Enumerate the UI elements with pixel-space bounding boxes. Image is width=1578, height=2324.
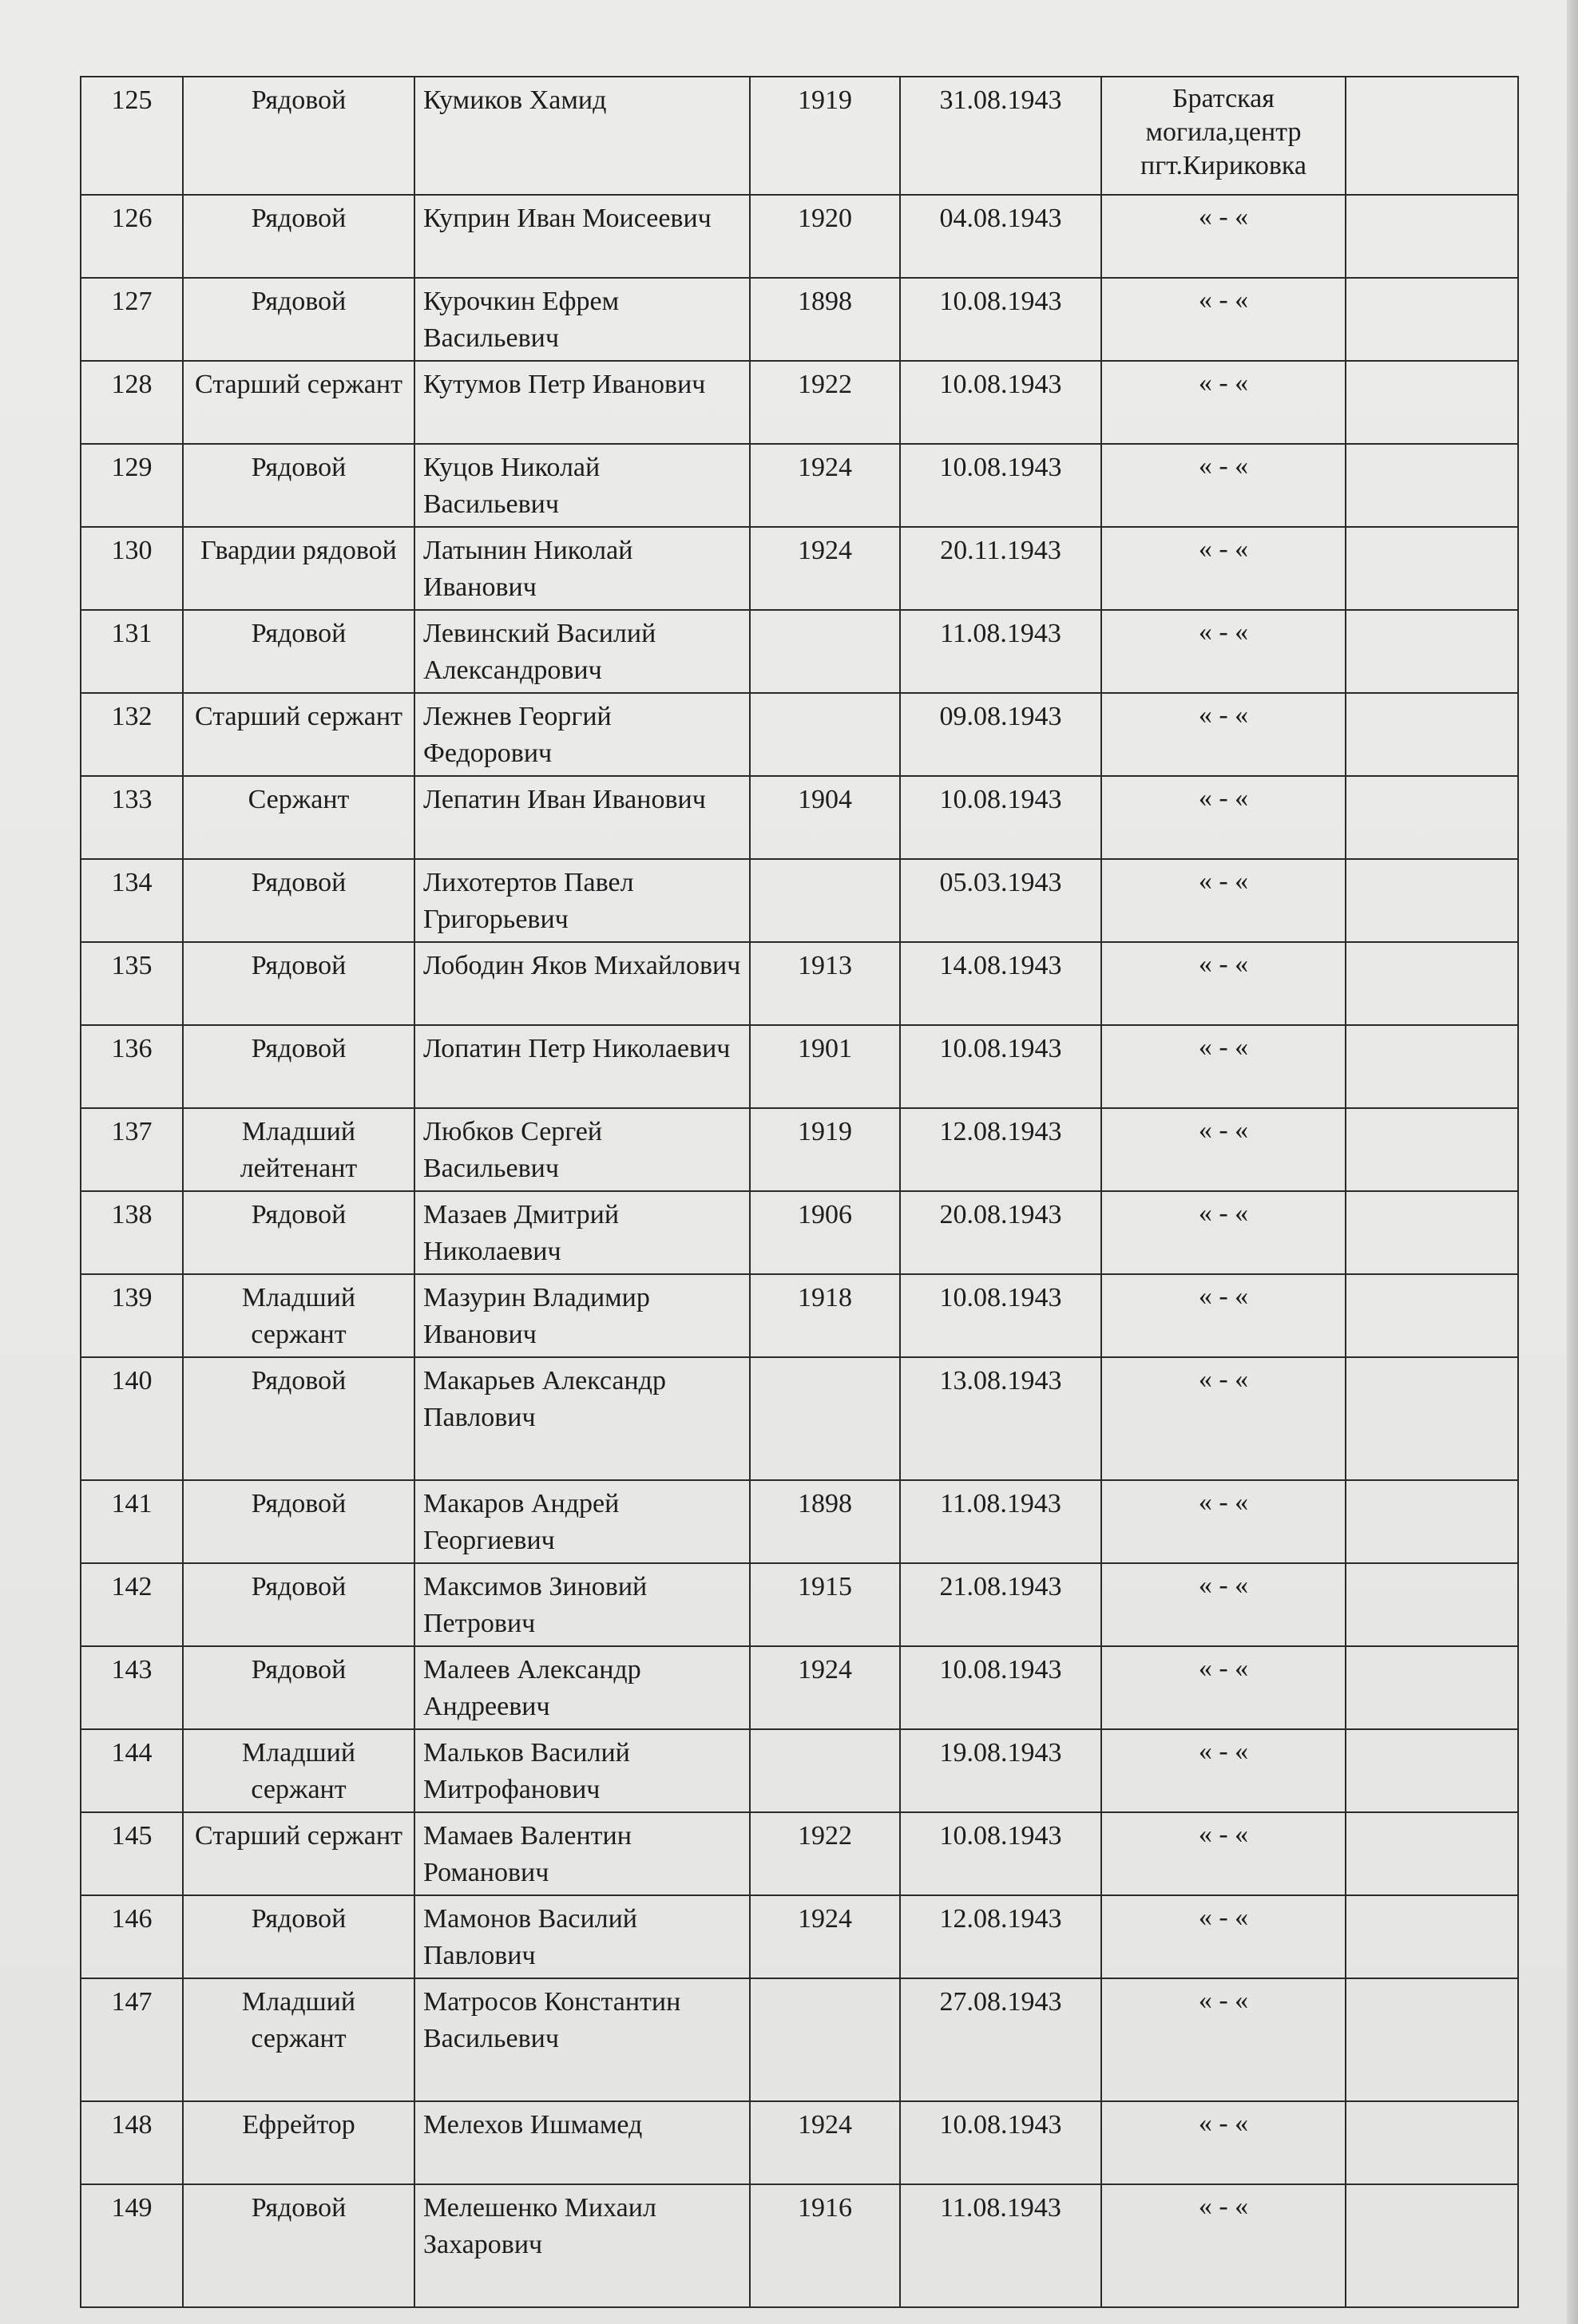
record-name: Макаров Андрей Георгиевич [414, 1480, 750, 1563]
record-notes-empty [1346, 1646, 1518, 1729]
table-body [81, 77, 1518, 2307]
record-burial-place: « - « [1101, 1646, 1346, 1729]
record-rank: Ефрейтор [183, 2101, 414, 2184]
record-number: 132 [81, 693, 183, 776]
record-death-date: 09.08.1943 [900, 693, 1101, 776]
record-death-date: 10.08.1943 [900, 1025, 1101, 1108]
record-birth-year: 1904 [750, 776, 900, 859]
record-birth-year [750, 610, 900, 693]
record-number: 133 [81, 776, 183, 859]
record-number: 129 [81, 444, 183, 527]
record-death-date: 10.08.1943 [900, 444, 1101, 527]
record-burial-place: « - « [1101, 1978, 1346, 2101]
record-number: 149 [81, 2184, 183, 2307]
record-death-date: 04.08.1943 [900, 195, 1101, 278]
record-rank: Младший лейтенант [183, 1108, 414, 1191]
record-birth-year: 1915 [750, 1563, 900, 1646]
table-row [81, 1357, 1518, 1480]
record-name: Мамаев Валентин Романович [414, 1812, 750, 1895]
record-number: 135 [81, 942, 183, 1025]
record-notes-empty [1346, 1357, 1518, 1480]
record-burial-place: « - « [1101, 1274, 1346, 1357]
table-row [81, 195, 1518, 278]
record-birth-year: 1920 [750, 195, 900, 278]
record-rank: Рядовой [183, 444, 414, 527]
record-notes-empty [1346, 1025, 1518, 1108]
record-notes-empty [1346, 195, 1518, 278]
record-burial-place: « - « [1101, 859, 1346, 942]
record-death-date: 05.03.1943 [900, 859, 1101, 942]
record-notes-empty [1346, 2184, 1518, 2307]
record-death-date: 27.08.1943 [900, 1978, 1101, 2101]
record-birth-year: 1922 [750, 1812, 900, 1895]
table-row [81, 2184, 1518, 2307]
table-row [81, 1480, 1518, 1563]
table-row [81, 1895, 1518, 1978]
record-number: 142 [81, 1563, 183, 1646]
record-rank: Рядовой [183, 859, 414, 942]
record-birth-year: 1906 [750, 1191, 900, 1274]
table-row [81, 361, 1518, 444]
record-burial-place: « - « [1101, 1812, 1346, 1895]
record-birth-year: 1898 [750, 1480, 900, 1563]
table-row [81, 1025, 1518, 1108]
record-notes-empty [1346, 859, 1518, 942]
burial-records-table [80, 76, 1519, 2308]
record-name: Макарьев Александр Павлович [414, 1357, 750, 1480]
record-burial-place: « - « [1101, 195, 1346, 278]
record-rank: Младший сержант [183, 1274, 414, 1357]
record-name: Мазаев Дмитрий Николаевич [414, 1191, 750, 1274]
record-number: 128 [81, 361, 183, 444]
record-birth-year: 1901 [750, 1025, 900, 1108]
record-burial-place: « - « [1101, 1108, 1346, 1191]
record-birth-year: 1924 [750, 2101, 900, 2184]
record-notes-empty [1346, 361, 1518, 444]
table-row [81, 77, 1518, 195]
table-row [81, 859, 1518, 942]
record-number: 125 [81, 77, 183, 195]
record-birth-year: 1924 [750, 527, 900, 610]
record-notes-empty [1346, 776, 1518, 859]
record-number: 138 [81, 1191, 183, 1274]
record-burial-place: « - « [1101, 610, 1346, 693]
record-rank: Рядовой [183, 942, 414, 1025]
record-death-date: 11.08.1943 [900, 1480, 1101, 1563]
record-name: Любков Сергей Васильевич [414, 1108, 750, 1191]
record-number: 127 [81, 278, 183, 361]
record-birth-year: 1919 [750, 77, 900, 195]
record-name: Лопатин Петр Николаевич [414, 1025, 750, 1108]
record-number: 146 [81, 1895, 183, 1978]
record-notes-empty [1346, 693, 1518, 776]
record-name: Латынин Николай Иванович [414, 527, 750, 610]
record-number: 144 [81, 1729, 183, 1812]
record-name: Максимов Зиновий Петрович [414, 1563, 750, 1646]
record-number: 145 [81, 1812, 183, 1895]
table-row [81, 1191, 1518, 1274]
record-burial-place: « - « [1101, 1895, 1346, 1978]
record-birth-year: 1922 [750, 361, 900, 444]
record-rank: Рядовой [183, 278, 414, 361]
record-rank: Старший сержант [183, 693, 414, 776]
record-birth-year: 1918 [750, 1274, 900, 1357]
record-number: 130 [81, 527, 183, 610]
record-burial-place: « - « [1101, 693, 1346, 776]
record-number: 140 [81, 1357, 183, 1480]
record-rank: Младший сержант [183, 1729, 414, 1812]
record-death-date: 10.08.1943 [900, 278, 1101, 361]
record-notes-empty [1346, 1108, 1518, 1191]
record-death-date: 21.08.1943 [900, 1563, 1101, 1646]
record-number: 139 [81, 1274, 183, 1357]
record-number: 143 [81, 1646, 183, 1729]
record-notes-empty [1346, 1563, 1518, 1646]
table-row [81, 1646, 1518, 1729]
record-birth-year [750, 859, 900, 942]
table-row [81, 278, 1518, 361]
record-name: Матросов Константин Васильевич [414, 1978, 750, 2101]
record-birth-year: 1898 [750, 278, 900, 361]
record-name: Мазурин Владимир Иванович [414, 1274, 750, 1357]
record-burial-place: « - « [1101, 1729, 1346, 1812]
record-death-date: 13.08.1943 [900, 1357, 1101, 1480]
record-notes-empty [1346, 444, 1518, 527]
record-notes-empty [1346, 1729, 1518, 1812]
record-rank: Гвардии рядовой [183, 527, 414, 610]
record-number: 147 [81, 1978, 183, 2101]
table-row [81, 2101, 1518, 2184]
table-row [81, 1978, 1518, 2101]
record-number: 131 [81, 610, 183, 693]
record-notes-empty [1346, 1812, 1518, 1895]
record-death-date: 10.08.1943 [900, 776, 1101, 859]
record-notes-empty [1346, 942, 1518, 1025]
record-rank: Старший сержант [183, 1812, 414, 1895]
table-row [81, 776, 1518, 859]
record-death-date: 31.08.1943 [900, 77, 1101, 195]
record-name: Курочкин Ефрем Васильевич [414, 278, 750, 361]
record-rank: Рядовой [183, 1480, 414, 1563]
record-name: Мелехов Ишмамед [414, 2101, 750, 2184]
record-name: Малеев Александр Андреевич [414, 1646, 750, 1729]
record-rank: Младший сержант [183, 1978, 414, 2101]
record-notes-empty [1346, 1978, 1518, 2101]
table-row [81, 1812, 1518, 1895]
table-row [81, 1274, 1518, 1357]
record-number: 136 [81, 1025, 183, 1108]
record-death-date: 20.11.1943 [900, 527, 1101, 610]
record-birth-year: 1916 [750, 2184, 900, 2307]
record-death-date: 12.08.1943 [900, 1108, 1101, 1191]
record-name: Мелешенко Михаил Захарович [414, 2184, 750, 2307]
record-death-date: 10.08.1943 [900, 1274, 1101, 1357]
record-notes-empty [1346, 1480, 1518, 1563]
record-name: Куцов Николай Васильевич [414, 444, 750, 527]
page-edge-shadow [1567, 0, 1578, 2324]
record-burial-place: « - « [1101, 1480, 1346, 1563]
record-rank: Рядовой [183, 1191, 414, 1274]
record-burial-place: « - « [1101, 278, 1346, 361]
record-name: Лепатин Иван Иванович [414, 776, 750, 859]
record-number: 148 [81, 2101, 183, 2184]
record-death-date: 11.08.1943 [900, 610, 1101, 693]
record-rank: Рядовой [183, 195, 414, 278]
table-row [81, 527, 1518, 610]
record-birth-year: 1924 [750, 1646, 900, 1729]
record-notes-empty [1346, 1895, 1518, 1978]
table-row [81, 610, 1518, 693]
record-number: 141 [81, 1480, 183, 1563]
record-name: Кутумов Петр Иванович [414, 361, 750, 444]
record-burial-place: « - « [1101, 1025, 1346, 1108]
record-birth-year [750, 693, 900, 776]
record-birth-year: 1913 [750, 942, 900, 1025]
record-burial-place: « - « [1101, 942, 1346, 1025]
table-row [81, 693, 1518, 776]
record-rank: Рядовой [183, 1025, 414, 1108]
record-burial-place: « - « [1101, 2101, 1346, 2184]
table-row [81, 1729, 1518, 1812]
record-birth-year: 1924 [750, 444, 900, 527]
record-rank: Рядовой [183, 1895, 414, 1978]
record-death-date: 10.08.1943 [900, 361, 1101, 444]
record-notes-empty [1346, 610, 1518, 693]
record-number: 134 [81, 859, 183, 942]
record-birth-year [750, 1729, 900, 1812]
record-name: Лободин Яков Михайлович [414, 942, 750, 1025]
record-burial-place: « - « [1101, 1357, 1346, 1480]
table-row [81, 1563, 1518, 1646]
record-death-date: 12.08.1943 [900, 1895, 1101, 1978]
record-rank: Рядовой [183, 1357, 414, 1480]
record-notes-empty [1346, 1274, 1518, 1357]
record-name: Мамонов Василий Павлович [414, 1895, 750, 1978]
record-rank: Старший сержант [183, 361, 414, 444]
record-rank: Рядовой [183, 1563, 414, 1646]
record-name: Кумиков Хамид [414, 77, 750, 195]
record-notes-empty [1346, 278, 1518, 361]
record-rank: Рядовой [183, 2184, 414, 2307]
record-notes-empty [1346, 1191, 1518, 1274]
record-death-date: 11.08.1943 [900, 2184, 1101, 2307]
record-rank: Сержант [183, 776, 414, 859]
record-death-date: 20.08.1943 [900, 1191, 1101, 1274]
record-burial-place: « - « [1101, 1563, 1346, 1646]
record-burial-place: Братская могила,центр пгт.Кириковка [1101, 77, 1346, 195]
table-row [81, 444, 1518, 527]
record-burial-place: « - « [1101, 444, 1346, 527]
record-birth-year: 1919 [750, 1108, 900, 1191]
record-notes-empty [1346, 77, 1518, 195]
record-number: 126 [81, 195, 183, 278]
record-burial-place: « - « [1101, 527, 1346, 610]
record-death-date: 10.08.1943 [900, 2101, 1101, 2184]
table-row [81, 1108, 1518, 1191]
record-birth-year [750, 1357, 900, 1480]
record-death-date: 14.08.1943 [900, 942, 1101, 1025]
record-burial-place: « - « [1101, 776, 1346, 859]
record-name: Куприн Иван Моисеевич [414, 195, 750, 278]
record-name: Мальков Василий Митрофанович [414, 1729, 750, 1812]
record-death-date: 10.08.1943 [900, 1646, 1101, 1729]
table-row [81, 942, 1518, 1025]
record-burial-place: « - « [1101, 361, 1346, 444]
record-burial-place: « - « [1101, 2184, 1346, 2307]
record-notes-empty [1346, 2101, 1518, 2184]
record-death-date: 10.08.1943 [900, 1812, 1101, 1895]
record-birth-year: 1924 [750, 1895, 900, 1978]
record-rank: Рядовой [183, 77, 414, 195]
record-birth-year [750, 1978, 900, 2101]
record-burial-place: « - « [1101, 1191, 1346, 1274]
record-name: Лежнев Георгий Федорович [414, 693, 750, 776]
record-death-date: 19.08.1943 [900, 1729, 1101, 1812]
record-notes-empty [1346, 527, 1518, 610]
record-number: 137 [81, 1108, 183, 1191]
record-name: Левинский Василий Александрович [414, 610, 750, 693]
record-rank: Рядовой [183, 1646, 414, 1729]
record-rank: Рядовой [183, 610, 414, 693]
record-name: Лихотертов Павел Григорьевич [414, 859, 750, 942]
